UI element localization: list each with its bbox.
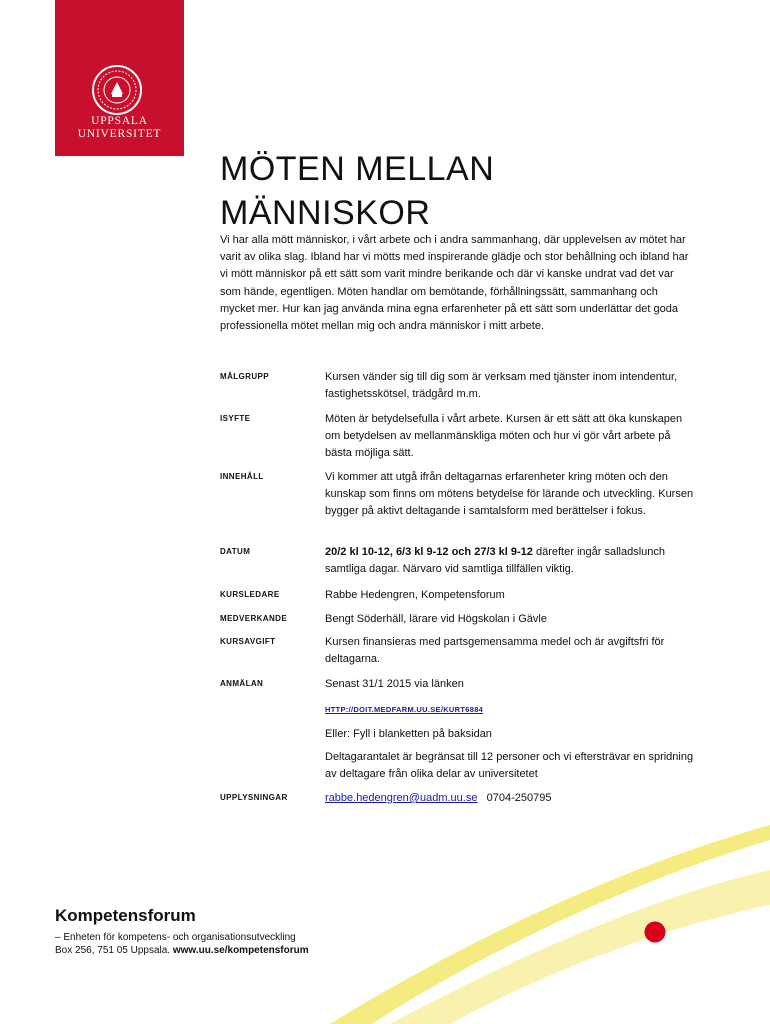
anmalan-alternative: Eller: Fyll i blanketten på baksidan — [325, 728, 492, 741]
anmalan-capacity-note: Deltagarantalet är begränsat till 12 personer och vi eftersträvar en spridning av deltagare från olika delar av universitetet — [325, 750, 694, 780]
detail-label: ISYFTE — [220, 414, 251, 423]
course-dates: 20/2 kl 10-12, 6/3 kl 9-12 och 27/3 kl 9-12 — [325, 546, 533, 558]
page-title — [220, 147, 700, 235]
detail-value — [325, 676, 695, 783]
detail-label: DATUM — [220, 547, 251, 556]
anmalan-deadline: Senast 31/1 2015 via länken — [325, 678, 464, 690]
detail-label: ANMÄLAN — [220, 679, 264, 688]
detail-label: MEDVERKANDE — [220, 614, 288, 623]
footer-website[interactable]: www.uu.se/kompetensforum — [172, 945, 309, 956]
logo-line-universitet: UNIVERSITET — [77, 128, 162, 140]
university-logo — [55, 0, 184, 156]
detail-value: Vi kommer att utgå ifrån deltagarnas erfarenheter kring möten och den kunskap som finns om mötens betydelse för lärande och utveckling. Kursen bygger på aktivt deltagande i samtalsform med berättelser i fokus. — [325, 471, 694, 518]
detail-value: Bengt Söderhäll, lärare vid Högskolan i Gävle — [325, 613, 547, 625]
detail-value: Rabbe Hedengren, Kompetensforum — [325, 589, 505, 601]
detail-value: Kursen vänder sig till dig som är verksam med tjänster inom intendentur, fastighetsskötsel, trädgård m.m. — [325, 371, 678, 401]
title-line-1: MÖTEN MELLAN — [220, 150, 495, 188]
intro-paragraph: Vi har alla mött människor, i vårt arbete och i andra sammanhang, där upplevelsen av mötet har varit av olika slag. Ibland har vi mötts med inspirerande glädje och stor behållning och ibland har vi mött människor på ett sätt som varit mindre berikande och där vi kanske undrat vad det var som hände, egentligen. Möten handlar om bemötande, förhållningssätt, sammanhang och mycket mer. Hur kan jag använda mina egna erfarenheter på ett sätt som underlättar det goda professionella mötet mellan mig och andra människor i mitt arbete. — [220, 234, 689, 333]
detail-label: INNEHÅLL — [220, 472, 264, 481]
university-seal-icon — [91, 64, 143, 116]
footer-address-text: Box 256, 751 05 Uppsala. — [55, 945, 173, 956]
logo-line-uppsala: UPPSALA — [91, 115, 148, 127]
footer-address — [55, 944, 309, 957]
detail-value: Möten är betydelsefulla i vårt arbete. Kursen är ett sätt att öka kunskapen om betydelsen av mellanmänskliga möten och hur vi gör vårt arbete på bästa möjliga sätt. — [325, 413, 683, 460]
detail-value — [325, 544, 695, 578]
registration-link[interactable]: HTTP://DOIT.MEDFARM.UU.SE/KURT6884 — [325, 705, 484, 715]
contact-phone: 0704-250795 — [486, 792, 552, 804]
title-line-2: MÄNNISKOR — [220, 194, 431, 232]
detail-value — [325, 790, 695, 807]
contact-email-link[interactable]: rabbe.hedengren@uadm.uu.se — [325, 792, 478, 804]
decorative-red-dot — [645, 922, 666, 943]
footer-tagline: – Enheten för kompetens- och organisationsutveckling — [55, 932, 296, 943]
detail-label: MÅLGRUPP — [220, 372, 269, 381]
detail-label: UPPLYSNINGAR — [220, 793, 288, 802]
datum-rest: därefter ingår salladslunch samtliga dagar. Närvaro vid samtliga tillfällen viktig. — [325, 546, 665, 576]
detail-label: KURSLEDARE — [220, 590, 280, 599]
footer-title: Kompetensforum — [55, 906, 196, 925]
detail-label: KURSAVGIFT — [220, 637, 276, 646]
detail-value: Kursen finansieras med partsgemensamma medel och är avgiftsfri för deltagarna. — [325, 636, 665, 666]
